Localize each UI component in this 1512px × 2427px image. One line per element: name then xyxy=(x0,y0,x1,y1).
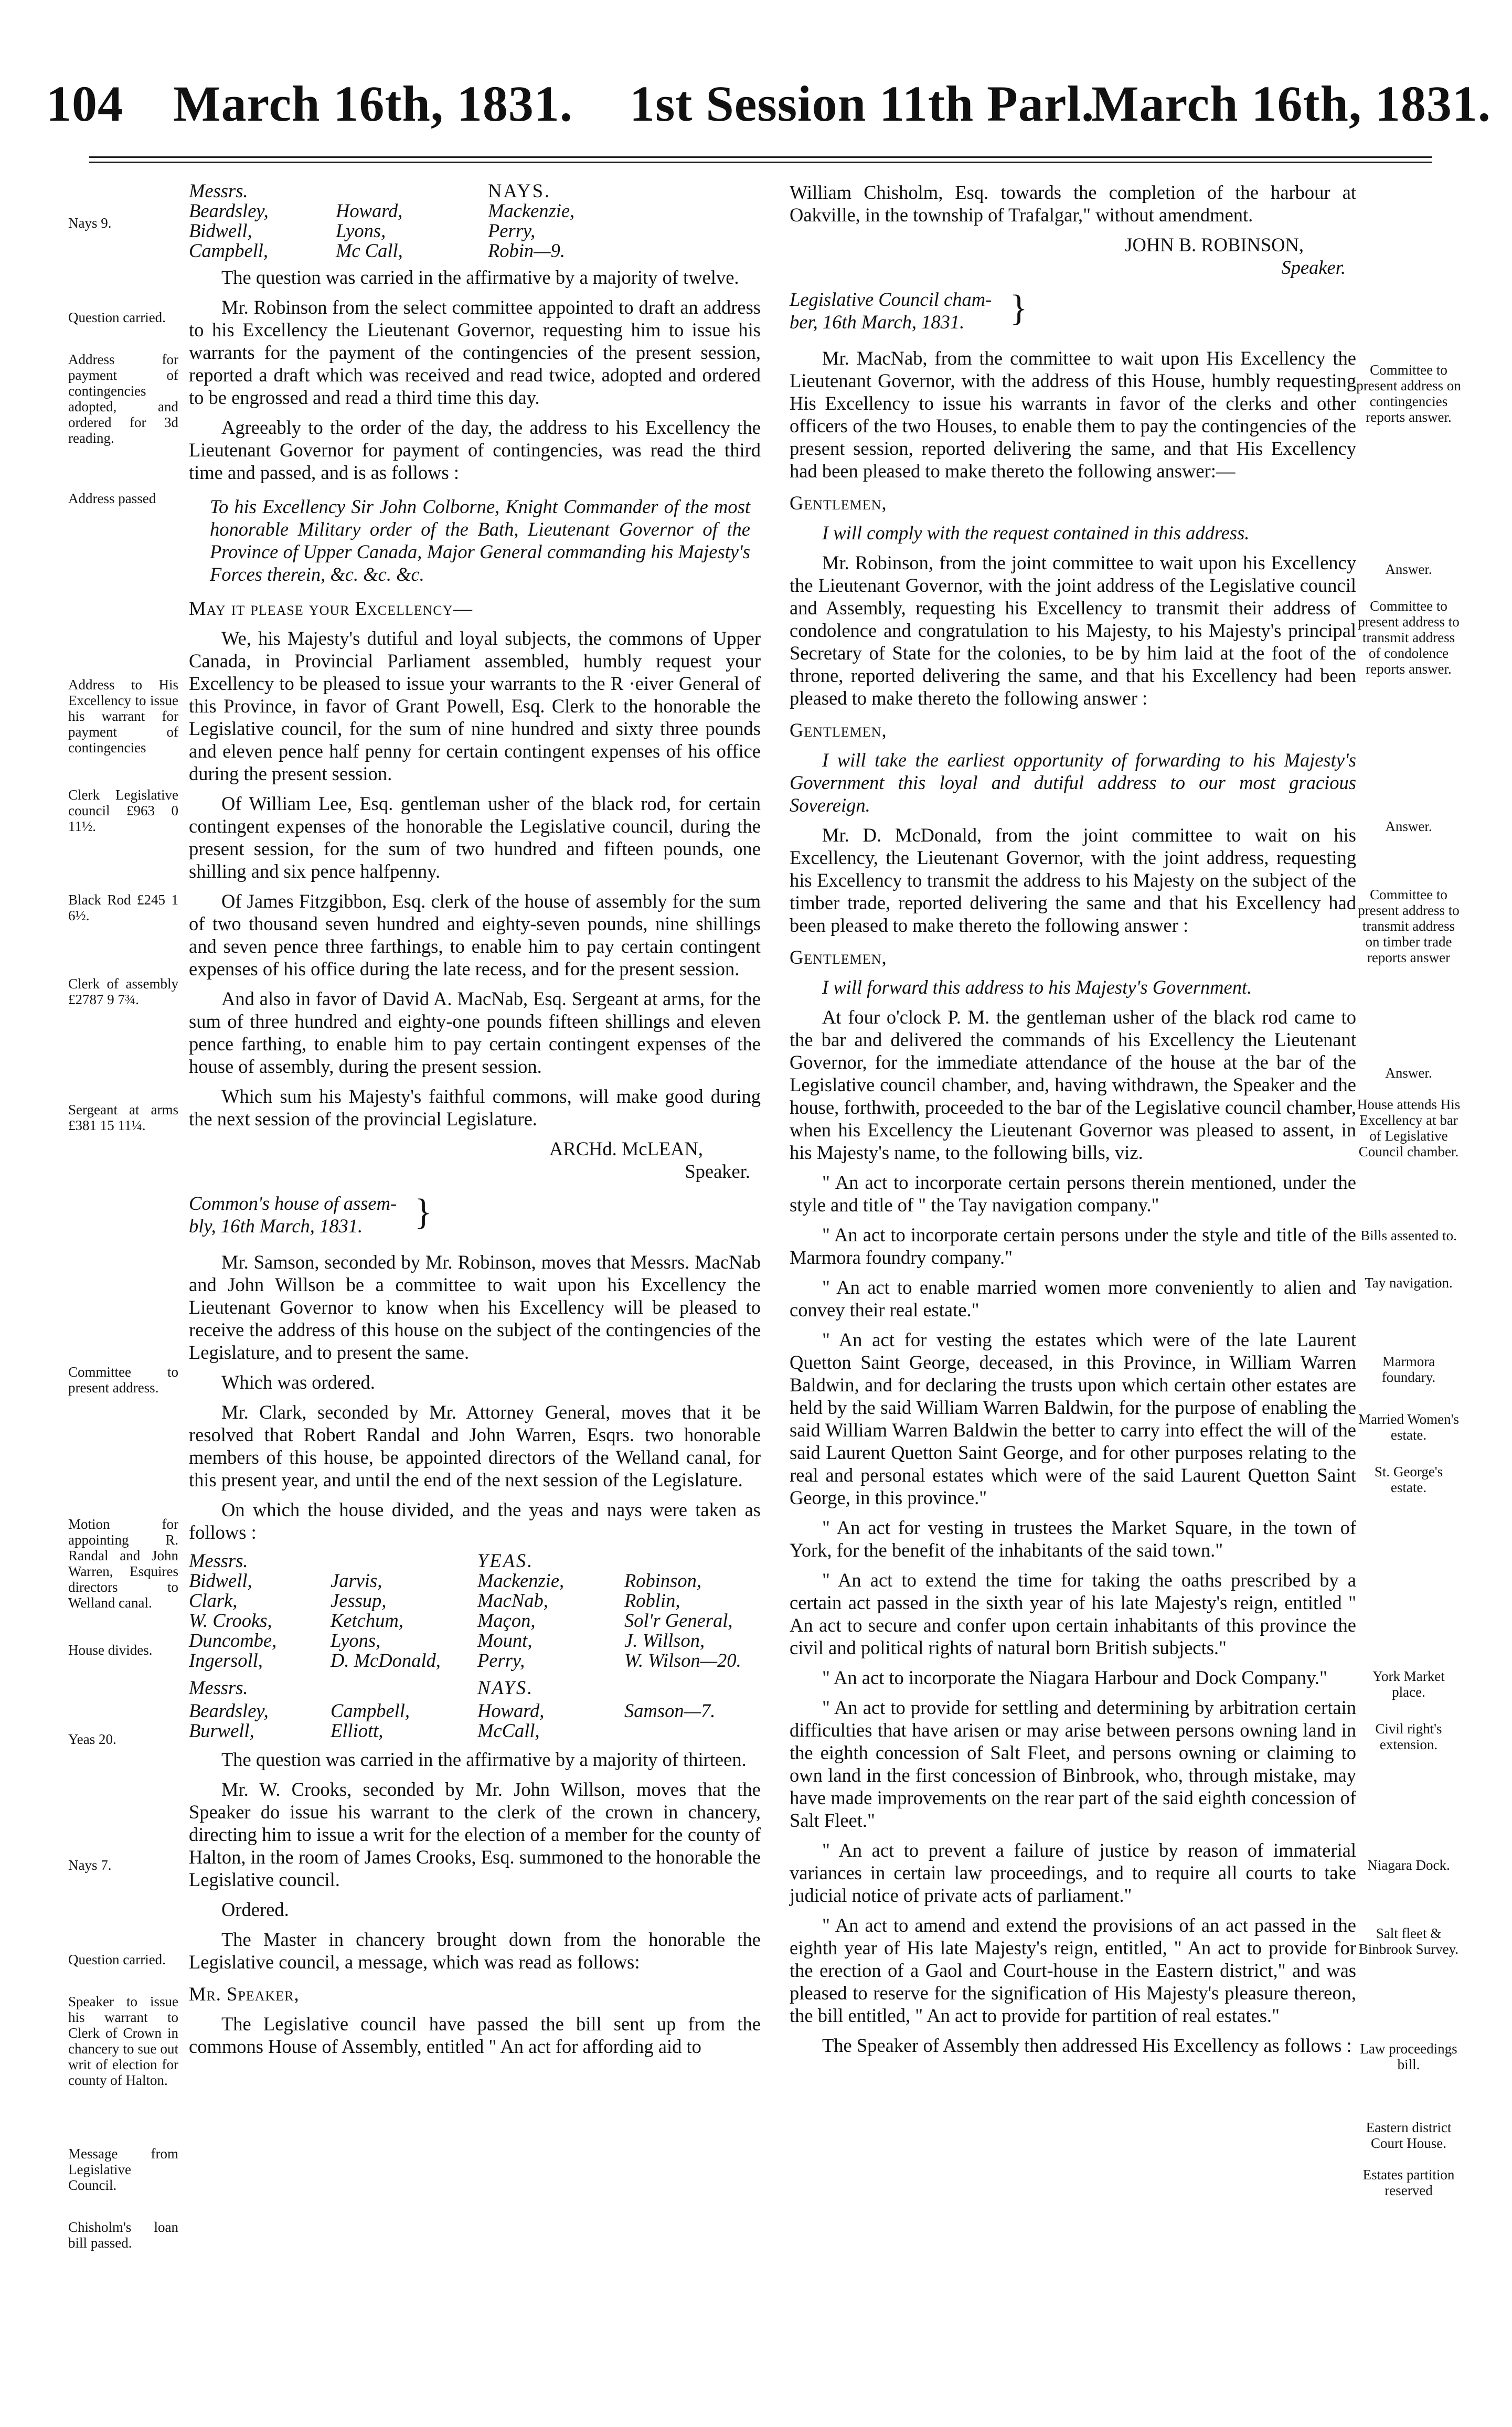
margin-note: Question carried. xyxy=(68,1952,166,1967)
paragraph: At four o'clock P. M. the gentleman usher of the black rod came to the bar and delivered the commands of his Excellency the Lieutenant Governor, for the immediate attendance of the house at the bar of the Legislative council chamber, and, having withdrawn, the Speaker and the house, forthwith, proceeded to the bar of the Legislative council chamber, when his Excellency the Lieutenant Governor was pleased to assent, in his Majesty's name, to the following bills, viz. xyxy=(790,1006,1356,1163)
margin-note: Bills assented to. xyxy=(1360,1228,1457,1243)
paragraph: Mr. Robinson from the select committee appointed to draft an address to his Excellency the Lieutenant Governor, requesting him to issue his warrants for the payment of the contingencies of the present session, reported a draft which was received and read twice, adopted and ordered to be engrossed and read a third time this day. xyxy=(189,296,761,408)
signature-title: Speaker. xyxy=(685,1161,750,1182)
member-name: Sol'r General, xyxy=(624,1610,733,1631)
margin-note: Salt fleet & Binbrook Survey. xyxy=(1358,1925,1459,1957)
paragraph: Mr. D. McDonald, from the joint committee to wait on his Excellency, the Lieutenant Governor, with the joint address, requesting his Excellency to transmit the address to his Majesty on the subject of the timber trade, reported delivering the same and that his Excellency had been pleased to make thereto the following answer : xyxy=(790,824,1356,936)
header-rule-bottom xyxy=(89,162,1432,163)
member-name: Maçon, xyxy=(477,1610,536,1631)
margin-note: Law proceedings bill. xyxy=(1360,2041,1457,2072)
nays-title: NAYS. xyxy=(488,180,551,201)
yeas-title: YEAS. xyxy=(477,1550,534,1571)
nays-title: NAYS. xyxy=(477,1677,534,1698)
answer-text: I will forward this address to his Majesty's Government. xyxy=(822,976,1252,998)
margin-note: Yeas 20. xyxy=(68,1731,116,1747)
bill-text: " An act to extend the time for taking the oaths prescribed by a certain act passed in the sixth year of his late Majesty's reign, entitled " An act to secure and confer upon certain inhabitants of this province the civil and political rights of natural born British subjects." xyxy=(790,1569,1356,1658)
member-name: Beardsley, xyxy=(189,1700,269,1721)
paragraph: The Speaker of Assembly then addressed His Excellency as follows : xyxy=(822,2035,1352,2056)
margin-note: Tay navigation. xyxy=(1365,1275,1453,1291)
bill-text: " An act to amend and extend the provisions of an act passed in the eighth year of His late Majesty's reign, entitled, " An act to provide for the erection of a Gaol and Court-house in the Eastern district," and was pleased to reserve for the signification of His Majesty's pleasure thereon, the bill entitled, " An act to provide for partition of real estates." xyxy=(790,1914,1356,2026)
signature-name: JOHN B. ROBINSON, xyxy=(1125,234,1304,256)
header-date-right: March 16th, 1831. xyxy=(1091,76,1491,132)
member-name: Jessup, xyxy=(331,1590,387,1611)
paragraph: Mr. Clark, seconded by Mr. Attorney General, moves that it be resolved that Robert Randal and John Warren, Esqrs. two honorable members of this house, be appointed directors of the Welland canal, for this present year, and until the end of the next session of the Legislature. xyxy=(189,1401,761,1491)
member-name: Howard, xyxy=(336,200,403,221)
margin-note: Committee to present address on contingencies reports answer. xyxy=(1356,362,1461,425)
paragraph: The Legislative council have passed the bill sent up from the commons House of Assembly, entitled " An act for affording aid to xyxy=(189,2013,761,2057)
caption-line: Legislative Council cham- xyxy=(790,289,992,310)
nays-list-top xyxy=(189,181,761,261)
address-recipient: To his Excellency Sir John Colborne, Knight Commander of the most honorable Military order of the Bath, Lieutenant Governor of the Province of Upper Canada, Major General commanding his Majesty's Forces therein, &c. &c. &c. xyxy=(210,496,750,585)
left-column xyxy=(189,181,761,2065)
member-name: J. Willson, xyxy=(624,1630,705,1651)
paragraph: The question was carried in the affirmative by a majority of twelve. xyxy=(221,267,739,288)
margin-note: Question carried. xyxy=(68,310,166,325)
right-column xyxy=(790,181,1356,2064)
member-name: Howard, xyxy=(477,1700,545,1721)
margin-note: Answer. xyxy=(1385,561,1432,577)
margin-note: Message from Legislative Council. xyxy=(68,2146,178,2193)
margin-note: Committee to present address. xyxy=(68,1364,178,1396)
paragraph: Mr. MacNab, from the committee to wait upon His Excellency the Lieutenant Governor, with the address of this House, humbly requesting His Excellency to issue his warrants in favor of the clerks and other officers of the two Houses, to enable them to pay the contingencies of the present session, reported delivering the same, and that His Excellency had been pleased to make thereto the following answer:— xyxy=(790,347,1356,482)
margin-note: Black Rod £245 1 6½. xyxy=(68,892,178,923)
header-rule-top xyxy=(89,156,1432,158)
member-name: Elliott, xyxy=(331,1720,384,1741)
member-name: Robin—9. xyxy=(488,240,566,261)
margin-note: Marmora foundary. xyxy=(1381,1354,1436,1385)
margin-note: Nays 7. xyxy=(68,1857,112,1873)
paragraph: Agreeably to the order of the day, the address to his Excellency the Lieutenant Governor for payment of contingencies, was read the third time and passed, and is as follows : xyxy=(189,417,761,483)
margin-note: Answer. xyxy=(1385,1065,1432,1081)
paragraph: Mr. W. Crooks, seconded by Mr. John Willson, moves that the Speaker do issue his warrant to the clerk of the crown in chancery, directing him to issue a writ for the election of a member for the county of Halton, in the room of James Crooks, Esq. summoned to the honorable the Legislative council. xyxy=(189,1779,761,1890)
margin-note: Answer. xyxy=(1385,818,1432,834)
member-name: Jarvis, xyxy=(331,1570,382,1591)
page-number: 104 xyxy=(46,76,123,132)
paragraph: The Master in chancery brought down from the honorable the Legislative council, a message, which was read as follows: xyxy=(189,1929,761,1973)
paragraph: Which sum his Majesty's faithful commons, will make good during the next session of the provincial Legislature. xyxy=(189,1085,761,1130)
caption-line: Common's house of assem- xyxy=(189,1193,397,1214)
margin-note: Married Women's estate. xyxy=(1358,1411,1459,1443)
bill-text: " An act to prevent a failure of justice by reason of immaterial variances in certain law proceedings, and to require all courts to take judicial notice of private acts of parliament." xyxy=(790,1839,1356,1906)
margin-note: Clerk Legislative council £963 0 11½. xyxy=(68,787,178,834)
caption-line: ber, 16th March, 1831. xyxy=(790,311,965,333)
margin-note: Committee to present address to transmit address of condolence reports answer. xyxy=(1358,598,1460,677)
member-name: Clark, xyxy=(189,1590,238,1611)
paragraph: And also in favor of David A. MacNab, Esq. Sergeant at arms, for the sum of three hundred and eighty-one pounds fifteen shillings and eleven pence farthing, to enable him to pay certain contingent expenses of the house of assembly, during the present session. xyxy=(189,988,761,1077)
bill-text: " An act for vesting in trustees the Market Square, in the town of York, for the benefit of the inhabitants of the said town." xyxy=(790,1517,1356,1561)
paragraph: Mr. Robinson, from the joint committee to wait upon his Excellency the Lieutenant Governor, with the joint address of the Legislative council and Assembly, requesting his Excellency to transmit their address of condolence and congratulation to his Majesty, to his Majesty's principal Secretary of State for the colonies, to be by him laid at the foot of the throne, reported delivering the same, and that his Excellency had been pleased to make thereto the following answer : xyxy=(790,552,1356,709)
margin-note: Address passed xyxy=(68,491,156,506)
bill-text: " An act to provide for settling and determining by arbitration certain difficulties that have arisen or may arise between persons owning land in the eighth concession of Salt Fleet, and persons owning or claiming to own land in the first concession of Binbrook, who, through mistake, may have made improvements on the rear part of the said eighth concession of Salt Fleet." xyxy=(790,1697,1356,1831)
member-name: Robinson, xyxy=(624,1570,702,1591)
member-name: Duncombe, xyxy=(189,1630,277,1651)
council-caption xyxy=(790,288,1356,333)
member-name: W. Crooks, xyxy=(189,1610,272,1631)
margin-note: York Market place. xyxy=(1372,1668,1445,1700)
bill-text: " An act to incorporate certain persons under the style and title of the Marmora foundry company." xyxy=(790,1224,1356,1268)
margin-note: St. George's estate. xyxy=(1374,1464,1443,1495)
member-name: Lyons, xyxy=(336,220,386,241)
paragraph: Mr. Samson, seconded by Mr. Robinson, moves that Messrs. MacNab and John Willson be a committee to wait upon his Excellency the Lieutenant Governor to know when his Excellency will be pleased to receive the address of this house on the subject of the contingencies of the Legislature, and to present the same. xyxy=(189,1251,761,1363)
bill-text: " An act to incorporate the Niagara Harbour and Dock Company." xyxy=(822,1667,1327,1688)
answer-text: I will comply with the request contained in this address. xyxy=(822,522,1250,544)
header-date-left: March 16th, 1831. xyxy=(173,76,573,132)
paragraph: Of William Lee, Esq. gentleman usher of the black rod, for certain contingent expenses of the honorable the Legislative council, during the present session, for the sum of two hundred and fifteen pounds, one shilling and six pence halfpenny. xyxy=(189,793,761,882)
paragraph: William Chisholm, Esq. towards the completion of the harbour at Oakville, in the township of Trafalgar," without amendment. xyxy=(790,182,1356,226)
member-name: Mount, xyxy=(477,1630,533,1651)
margin-note: House divides. xyxy=(68,1642,153,1658)
member-name: Mackenzie, xyxy=(488,200,575,221)
member-name: Mackenzie, xyxy=(477,1570,565,1591)
member-name: Bidwell, xyxy=(189,1570,252,1591)
margin-note: Committee to present address to transmit address on timber trade reports answer xyxy=(1358,887,1460,965)
messrs-label: Messrs. xyxy=(189,1677,248,1698)
margin-note: Speaker to issue his warrant to Clerk of Crown in chancery to sue out writ of election for county of Halton. xyxy=(68,1994,178,2088)
brace: } xyxy=(414,1192,432,1232)
mr-speaker-salutation: Mr. Speaker, xyxy=(189,1983,300,2005)
member-name: Perry, xyxy=(488,220,536,241)
paragraph: Which was ordered. xyxy=(221,1371,375,1393)
margin-note: Nays 9. xyxy=(68,215,112,231)
header-session: 1st Session 11th Parl. xyxy=(630,76,1095,132)
nays-list-second xyxy=(189,1678,761,1741)
answer-text: I will take the earliest opportunity of forwarding to his Majesty's Government this loyal and dutiful address to our most gracious Sovereign. xyxy=(790,749,1356,816)
member-name: Ketchum, xyxy=(331,1610,403,1631)
margin-note: Civil right's extension. xyxy=(1375,1721,1442,1752)
margin-note: House attends His Excellency at bar of Legislative Council chamber. xyxy=(1357,1097,1461,1159)
paragraph: On which the house divided, and the yeas and nays were taken as follows : xyxy=(189,1499,761,1543)
paragraph: The question was carried in the affirmative by a majority of thirteen. xyxy=(221,1749,747,1770)
member-name: Lyons, xyxy=(331,1630,381,1651)
member-name: Beardsley, xyxy=(189,200,269,221)
margin-note: Address for payment of contingencies adopted, and ordered for 3d reading. xyxy=(68,352,178,446)
page-header xyxy=(0,0,1512,157)
brace: } xyxy=(1010,288,1028,328)
member-name: W. Wilson—20. xyxy=(624,1649,741,1671)
margin-note: Eastern district Court House. xyxy=(1366,2120,1452,2151)
member-name: Burwell, xyxy=(189,1720,254,1741)
member-name: Roblin, xyxy=(624,1590,680,1611)
signature-title: Speaker. xyxy=(1281,257,1346,278)
margin-note: Niagara Dock. xyxy=(1367,1857,1450,1873)
member-name: Campbell, xyxy=(189,240,269,261)
margin-note: Estates partition reserved xyxy=(1362,2167,1455,2198)
paragraph: Of James Fitzgibbon, Esq. clerk of the house of assembly for the sum of two thousand seven hundred and eighty-seven pounds, nine shillings and seven pence three farthings, to enable him to pay certain contingent expenses of his office during the late recess, and for the present session. xyxy=(189,890,761,980)
member-name: Samson—7. xyxy=(624,1700,716,1721)
member-name: Campbell, xyxy=(331,1700,410,1721)
paragraph: Ordered. xyxy=(221,1899,289,1920)
member-name: Ingersoll, xyxy=(189,1649,263,1671)
margin-note: Address to His Excellency to issue his warrant for payment of contingencies xyxy=(68,677,178,755)
bill-text: " An act for vesting the estates which were of the late Laurent Quetton Saint George, deceased, in this Province, in William Warren Baldwin, and for declaring the trusts upon which certain other estates are held by the said William Warren Baldwin, for the purpose of enabling the said William Warren Baldwin the better to carry into effect the will of the said Laurent Quetton Saint George, and for other purposes relating to the real and personal estates which were of the said Laurent Quetton Saint George, in this province." xyxy=(790,1329,1356,1508)
member-name: Bidwell, xyxy=(189,220,252,241)
bill-text: " An act to enable married women more conveniently to alien and convey their real estate." xyxy=(790,1276,1356,1321)
gentlemen-salutation: Gentlemen, xyxy=(790,719,887,741)
member-name: McCall, xyxy=(477,1720,540,1741)
messrs-label: Messrs. xyxy=(189,180,248,201)
bill-text: " An act to incorporate certain persons therein mentioned, under the style and title of " the Tay navigation company." xyxy=(790,1172,1356,1216)
caption-line: bly, 16th March, 1831. xyxy=(189,1215,363,1237)
margin-note: Motion for appointing R. Randal and John Warren, Esquires directors to Welland canal. xyxy=(68,1516,178,1611)
margin-note: Sergeant at arms £381 15 11¼. xyxy=(68,1102,178,1133)
gentlemen-salutation: Gentlemen, xyxy=(790,946,887,968)
commons-caption xyxy=(189,1192,761,1237)
salutation: May it please your Excellency— xyxy=(189,598,473,619)
signature-name: ARCHd. McLEAN, xyxy=(549,1138,703,1159)
messrs-label: Messrs. xyxy=(189,1550,248,1571)
margin-note: Clerk of assembly £2787 9 7¾. xyxy=(68,976,178,1007)
member-name: Mc Call, xyxy=(336,240,403,261)
member-name: Perry, xyxy=(477,1649,525,1671)
paragraph: We, his Majesty's dutiful and loyal subjects, the commons of Upper Canada, in Provincial Parliament assembled, humbly request your Excellency to be pleased to issue your warrants to the R ·eiver General of this Province, in favor of Grant Powell, Esq. Clerk to the honorable the Legislative council, for the sum of nine hundred and sixty three pounds and eleven pence half penny for certain contingent expenses of his office during the present session. xyxy=(189,627,761,784)
member-name: D. McDonald, xyxy=(331,1649,441,1671)
member-name: MacNab, xyxy=(477,1590,548,1611)
gentlemen-salutation: Gentlemen, xyxy=(790,492,887,514)
yeas-list xyxy=(189,1551,761,1670)
margin-note: Chisholm's loan bill passed. xyxy=(68,2219,178,2251)
